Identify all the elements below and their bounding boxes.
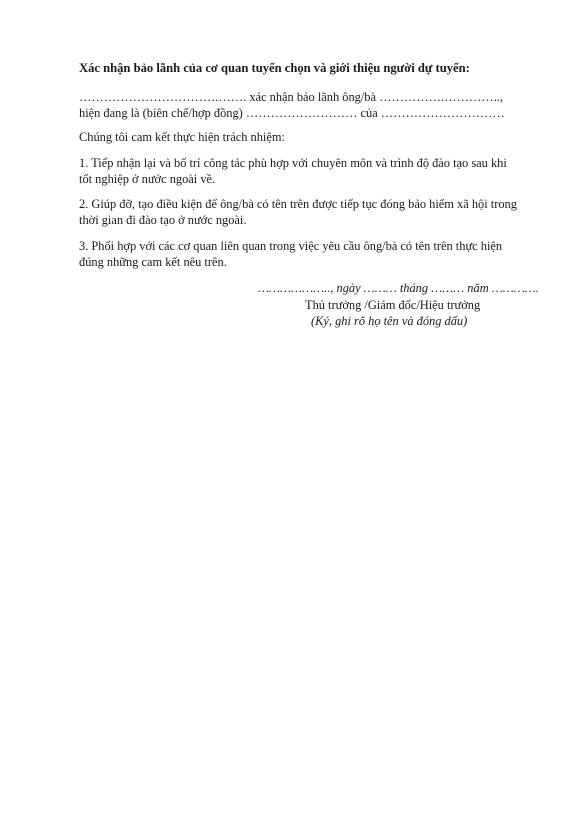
commitment-3-line-1: 3. Phối hợp với các cơ quan liên quan trong việc yêu cầu ông/bà có tên trên thực hiện bbox=[79, 239, 503, 253]
commitment-intro: Chúng tôi cam kết thực hiện trách nhiệm: bbox=[79, 130, 285, 144]
commitment-1-line-1: 1. Tiếp nhận lại và bố trí công tác phù hợp với chuyên môn và trình độ đào tạo sau khi bbox=[79, 156, 507, 170]
employment-line: hiện đang là (biên chế/hợp đồng) ……………………… của ………………………… bbox=[79, 106, 505, 120]
signature-title: Thủ trưởng /Giám đốc/Hiệu trưởng bbox=[305, 298, 481, 312]
commitment-1-line-2: tốt nghiệp ở nước ngoài về. bbox=[79, 172, 216, 186]
commitment-2-line-2: thời gian đi đào tạo ở nước ngoài. bbox=[79, 213, 247, 227]
signature-note: (Ký, ghi rõ họ tên và đóng dấu) bbox=[311, 314, 468, 328]
commitment-3-line-2: đúng những cam kết nêu trên. bbox=[79, 255, 227, 269]
signature-date-line: ……………….., ngày ……… tháng ……… năm …………. bbox=[258, 281, 539, 295]
section-heading: Xác nhận bảo lãnh của cơ quan tuyển chọn và giới thiệu người dự tuyển: bbox=[79, 61, 470, 75]
commitment-2-line-1: 2. Giúp đỡ, tạo điều kiện để ông/bà có tên trên được tiếp tục đóng bảo hiểm xã hội trong bbox=[79, 197, 517, 211]
guarantee-line: …………………………….……. xác nhận bảo lãnh ông/bà …………….………….., bbox=[79, 90, 503, 104]
